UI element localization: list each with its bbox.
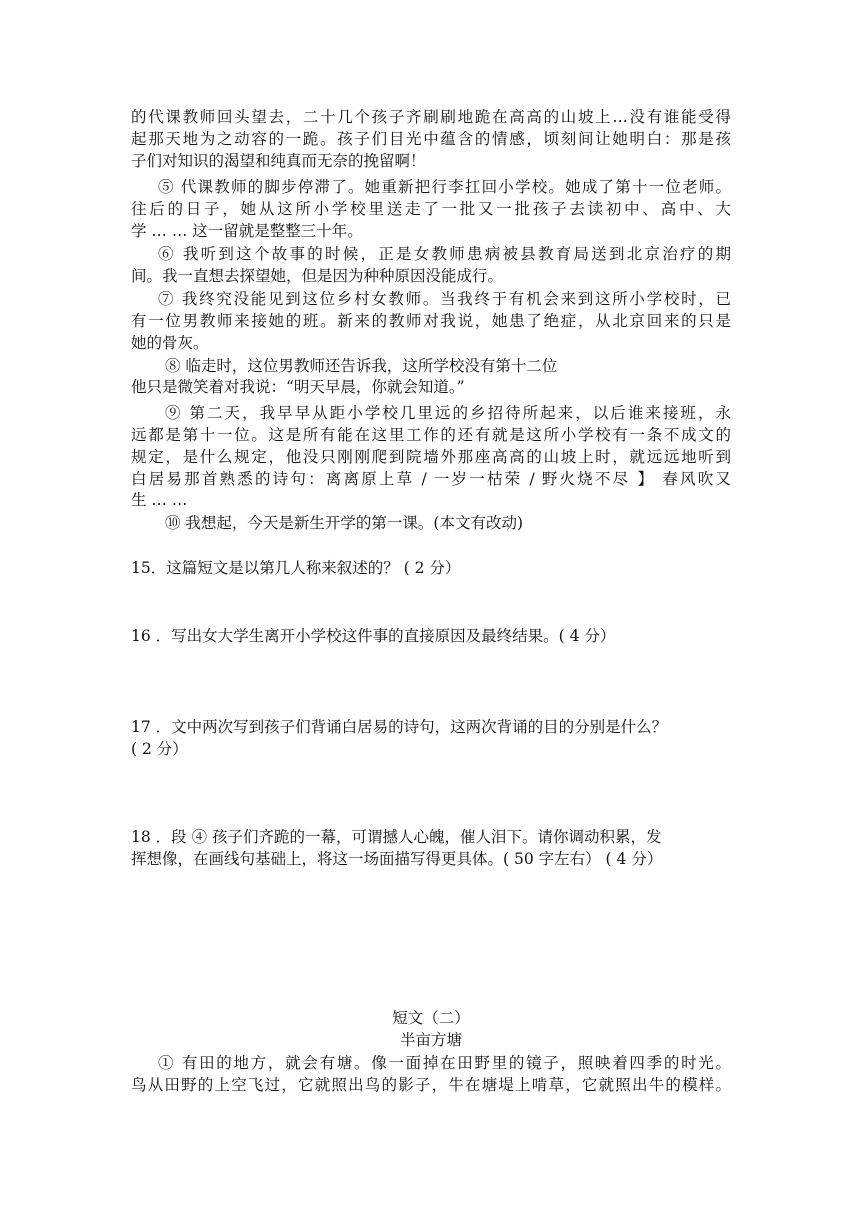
text-line: 的代课教师回头望去，二十几个孩子齐刷刷地跪在高高的山坡上…没有谁能受得	[131, 108, 731, 126]
text-line: 鸟从田野的上空飞过，它就照出鸟的影子，牛在塘堤上啃草，它就照出牛的模样。	[131, 1076, 731, 1094]
question-16: 16 ．写出女大学生离开小学校这件事的直接原因及最终结果。( 4 分）	[131, 627, 616, 645]
text-line: 他只是微笑着对我说：“明天早晨，你就会知道。”	[131, 378, 465, 396]
text-line: 她的骨灰。	[131, 334, 209, 352]
question-15: 15．这篇短文是以第几人称来叙述的？ ( 2 分）	[131, 559, 461, 577]
text-line: 规定，是什么规定，他没只刚刚爬到院墙外那座高高的山坡上时，就远远地听到	[131, 448, 731, 466]
question-18-continued: 挥想像，在画线句基础上，将这一场面描写得更具体。( 50 字左右） ( 4 分）	[131, 850, 663, 868]
paragraph-10-line: ⑩ 我想起，今天是新生开学的第一课。(本文有改动)	[165, 514, 524, 532]
paragraph-7-line: ⑦ 我终究没能见到这位乡村女教师。当我终于有机会来到这所小学校时，已	[158, 290, 731, 308]
text-line: 起那天地为之动容的一跪。孩子们目光中蕴含的情感，顷刻间让她明白：那是孩	[131, 130, 731, 148]
text-line: 子们对知识的渴望和纯真而无奈的挽留啊！	[131, 152, 426, 170]
section-heading: 短文（二）	[392, 1009, 470, 1027]
text-line: 间。我一直想去探望她，但是因为种种原因没能成行。	[131, 267, 504, 285]
text-line: 往后的日子，她从这所小学校里送走了一批又一批孩子去读初中、高中、大	[131, 200, 731, 218]
paragraph-9-line: ⑨ 第二天，我早早从距小学校几里远的乡招待所起来，以后谁来接班，永	[165, 404, 731, 422]
question-17-continued: ( 2 分）	[131, 740, 188, 758]
paragraph-5-line: ⑤ 代课教师的脚步停滞了。她重新把行李扛回小学校。她成了第十一位老师。	[158, 178, 731, 196]
question-18: 18 ．段 ④ 孩子们齐跪的一幕，可谓撼人心魄，催人泪下。请你调动积累，发	[131, 828, 662, 846]
paragraph-1-line: ① 有田的地方，就会有塘。像一面掉在田野里的镜子，照映着四季的时光。	[158, 1054, 731, 1072]
paragraph-6-line: ⑥ 我听到这个故事的时候，正是女教师患病被县教育局送到北京治疗的期	[158, 245, 731, 263]
paragraph-8-line: ⑧ 临走时，这位男教师还告诉我，这所学校没有第十二位	[165, 357, 558, 375]
article-title: 半亩方塘	[399, 1031, 462, 1049]
text-line: 生 … …	[131, 491, 188, 509]
text-line: 学 … … 这一留就是整整三十年。	[131, 222, 363, 240]
text-line: 有一位男教师来接她的班。新来的教师对我说，她患了绝症，从北京回来的只是	[131, 312, 731, 330]
question-17: 17 ．文中两次写到孩子们背诵白居易的诗句，这两次背诵的目的分别是什么？	[131, 718, 668, 736]
text-line: 远都是第十一位。这是所有能在这里工作的还有就是这所小学校有一条不成文的	[131, 426, 731, 444]
text-line: 白居易那首熟悉的诗句：离离原上草 / 一岁一枯荣 / 野火烧不尽 】 春风吹又	[131, 470, 731, 488]
